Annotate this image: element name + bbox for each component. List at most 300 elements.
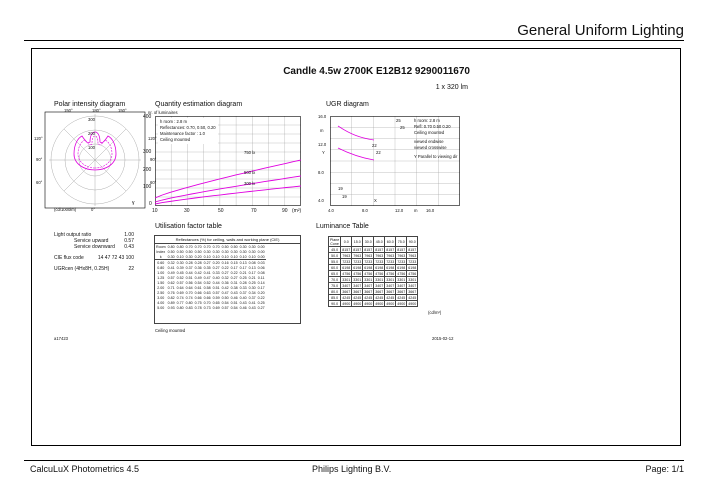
series-label-300: 300 lx [244,181,256,186]
table-cell: 0.50 [221,244,229,249]
series-label-500: 500 lx [244,170,256,175]
table-row [155,244,266,249]
table-cell: 0.65 [212,300,220,305]
table-cell: 0.25 [239,275,247,280]
ugr-ylabel: Y [322,150,325,155]
ugr-xtick-16: 16.0 [426,208,435,213]
table-cell: 8157 [364,247,373,252]
table-cell: 0.70 [203,244,211,249]
table-cell: 3301 [408,277,417,282]
ugr-xlabel: X [374,198,377,203]
table-cell: 0.43 [230,290,238,295]
table-cell: 60.0 [385,237,396,247]
lor-label: Service downward [74,244,115,250]
table-row [155,249,266,254]
table-cell: 0.17 [230,265,238,270]
table-cell: 3667 [408,289,417,294]
table-cell: 7233 [364,259,373,264]
table-cell: 0.30 [167,254,175,259]
table-cell: 0.10 [239,254,247,259]
header-rule [24,40,684,41]
table-cell: k [155,254,167,260]
ugr-legend-mount: Ceiling mounted [414,130,445,135]
table-cell: 0.47 [203,275,211,280]
table-cell: 0.52 [176,275,184,280]
table-cell: 4900 [375,301,384,306]
table-cell: 0.38 [230,285,238,290]
table-cell: 0.32 [221,275,229,280]
ugr-marker-4: 22 [376,150,381,155]
table-cell: 0.54 [230,305,238,310]
table-cell: 7963 [342,253,351,258]
table-cell: 0.28 [239,280,247,285]
series-500lx [155,176,301,202]
table-cell: 0.40 [212,275,220,280]
quantity-params [158,118,218,144]
table-cell: 0.70 [185,244,193,249]
utilisation-table-box [154,235,301,324]
table-cell: 0.66 [194,290,202,295]
table-cell: 4756 [353,271,362,276]
table-cell: 0.49 [167,270,175,275]
ugr-legend [414,118,457,160]
table-cell: 0.00 [257,244,265,249]
table-cell: 4756 [386,271,395,276]
footer-page: Page: 1/1 [645,464,684,474]
table-cell: 30.0 [363,237,374,247]
table-cell: 0.44 [212,280,220,285]
polar-top-label-2: 180° [92,108,101,113]
table-cell: 0.10 [230,254,238,259]
table-cell: 0.15 [230,260,238,265]
table-cell: 0.47 [221,290,229,295]
doc-date: 2015-02-12 [432,336,454,341]
table-cell: 4756 [408,271,417,276]
table-cell: 0.93 [167,305,175,310]
table-cell: 0.75 [194,300,202,305]
table-cell: 0.27 [230,275,238,280]
table-cell: 4756 [364,271,373,276]
table-cell: 0.20 [257,290,265,295]
table-cell: 0.27 [212,265,220,270]
table-cell: 6198 [342,265,351,270]
q-xtick-10: 10 [152,208,158,214]
table-cell: 0.50 [194,249,202,254]
table-cell: 0.28 [185,260,193,265]
table-cell: 0.25 [248,280,256,285]
ugr-legend-endwise: viewed endwise [414,139,444,144]
table-cell: 0.30 [176,260,184,265]
luminance-table [328,236,418,307]
table-cell: 0.41 [203,270,211,275]
table-cell: 0.39 [176,265,184,270]
ugr-ytick-12: 12.0 [318,142,327,147]
table-cell: 4245 [408,295,417,300]
table-cell: 0.42 [221,285,229,290]
lor-value: 22 [128,266,134,272]
table-cell: 0.74 [185,295,193,300]
table-cell: 7963 [397,253,406,258]
polar-ring-label-300: 300 [88,117,95,122]
ugr-side-label: m [320,128,324,133]
polar-ring-label-100: 100 [88,145,95,150]
table-cell: 0.74 [176,295,184,300]
table-cell: 0.36 [221,280,229,285]
table-cell: 0.00 [257,249,265,254]
table-row [155,300,266,305]
table-cell: 4756 [397,271,406,276]
table-cell: 75.0 [329,283,341,289]
table-cell: 0.37 [248,295,256,300]
table-cell: 0.54 [194,280,202,285]
q-xtick-30: 30 [184,208,190,214]
table-cell: 8157 [375,247,384,252]
table-cell: 0.50 [230,244,238,249]
polar-side-label-6: 60° [150,180,157,185]
lor-value: 0.57 [124,238,134,244]
table-cell: 0.80 [176,305,184,310]
table-cell: 0.66 [203,295,211,300]
table-cell: 0.25 [257,300,265,305]
ugr-marker-3: 22 [372,143,377,148]
table-cell: 0.22 [221,265,229,270]
table-cell: 0.50 [221,295,229,300]
table-cell: 7233 [342,259,351,264]
table-cell: 4900 [397,301,406,306]
table-cell: 0.57 [176,280,184,285]
gamma-label: γ [132,200,135,206]
table-cell: 4900 [386,301,395,306]
table-cell: 0.51 [185,275,193,280]
table-cell: 0.10 [248,254,256,259]
table-cell: 0.50 [176,249,184,254]
table-cell: 0.16 [221,260,229,265]
table-cell: 0.17 [257,285,265,290]
table-cell: 55.0 [329,259,341,265]
table-cell: 0.80 [157,265,165,270]
table-cell: 3301 [353,277,362,282]
lor-block [54,232,134,272]
table-cell: 4245 [375,295,384,300]
table-cell: 7233 [408,259,417,264]
table-cell: 8157 [342,247,351,252]
table-cell: 4900 [364,301,373,306]
table-cell: 0.77 [176,300,184,305]
table-cell: 0.59 [212,295,220,300]
polar-ring-label-200: 200 [88,131,95,136]
lor-row [54,244,134,250]
table-cell: 7233 [375,259,384,264]
table-cell: 3407 [386,283,395,288]
table-cell: 0.43 [248,305,256,310]
table-cell: 0.20 [212,260,220,265]
table-cell: 7233 [397,259,406,264]
table-cell: 4756 [342,271,351,276]
table-cell: 0.00 [257,254,265,259]
table-cell: 3407 [397,283,406,288]
q-xtick-90: 90 [282,208,288,214]
table-cell: 0.44 [185,270,193,275]
table-cell: 0.20 [194,254,202,259]
table-cell: 0.10 [212,254,220,259]
ugr-legend-hroom: h room: 2.8 m [414,118,440,123]
table-cell: 50.0 [329,253,341,259]
table-cell: 0.30 [230,249,238,254]
table-cell: 8157 [397,247,406,252]
table-row [155,290,266,295]
table-cell: 4245 [386,295,395,300]
param-hroom: h room : 2.8 m [160,119,187,124]
table-cell: 7233 [386,259,395,264]
table-cell: 0.33 [239,285,247,290]
table-cell: 0.30 [248,249,256,254]
table-cell: 0.60 [157,260,165,265]
table-cell: 0.10 [221,254,229,259]
polar-side-label-5: 60° [36,180,43,185]
table-cell: 0.40 [239,295,247,300]
table-cell: 0.0 [341,237,352,247]
table-cell: 0.32 [167,260,175,265]
table-cell: 4245 [364,295,373,300]
table-cell: 0.08 [257,270,265,275]
table-row [155,295,266,300]
table-cell: 3407 [408,283,417,288]
lor-value: 1.00 [124,232,134,238]
utilisation-title: Utilisation factor table [155,223,222,230]
table-cell: Index [156,249,166,254]
table-cell: 0.37 [239,290,247,295]
table-cell: 0.71 [167,285,175,290]
polar-top-label-1: 150° [64,108,73,113]
lor-label: CIE flux code [54,255,84,261]
table-cell: 80.0 [329,289,341,295]
table-cell: 0.31 [230,280,238,285]
table-cell: 0.03 [257,260,265,265]
table-cell: 0.70 [212,244,220,249]
page-header-title: General Uniform Lighting [517,22,684,39]
table-cell: 3301 [364,277,373,282]
table-cell: 0.13 [239,260,247,265]
table-cell: 0.41 [248,300,256,305]
table-cell: 0.13 [248,265,256,270]
table-cell: 0.62 [167,280,175,285]
polar-side-label-3: 90° [36,157,43,162]
table-cell: 0.37 [185,265,193,270]
table-cell: 3407 [342,283,351,288]
table-cell: 0.80 [185,300,193,305]
table-cell: 6198 [353,265,362,270]
table-cell: 0.43 [239,300,247,305]
lor-label: Service upward [74,238,109,244]
table-cell: 0.36 [194,265,202,270]
table-cell: 0.30 [248,244,256,249]
luminance-table-box [328,236,418,307]
table-row [155,265,266,270]
table-cell: 6198 [364,265,373,270]
table-cell: 0.64 [176,285,184,290]
table-cell: 4245 [342,295,351,300]
table-cell: 0.83 [185,305,193,310]
table-row [155,275,266,280]
ugr-ytick-8: 8.0 [318,170,324,175]
table-cell: 0.80 [167,244,175,249]
lor-label: Light output ratio [54,232,92,238]
table-cell: 1.00 [157,270,165,275]
table-cell: 0.22 [230,270,238,275]
table-cell: 75.0 [396,237,407,247]
ugr-marker-1: 25 [396,118,401,123]
table-cell: 0.78 [194,305,202,310]
series-label-750: 750 lx [244,150,256,155]
ugr-xtick-12: 12.0 [395,208,404,213]
table-cell: 0.64 [185,285,193,290]
q-ytick-0: 0 [149,201,152,207]
polar-diagram [44,106,148,216]
table-cell: 0.46 [230,295,238,300]
footer-left: CalcuLuX Photometrics 4.5 [30,464,140,474]
table-cell: 3301 [342,277,351,282]
table-cell: 90.0 [407,237,418,247]
q-xtick-70: 70 [251,208,257,214]
table-cell: 0.50 [167,249,175,254]
ugr-legend-refl: Refl: 0.70 0.50 0.20 [414,124,451,129]
utilisation-table [155,244,266,310]
table-row [155,305,266,310]
table-cell: 0.41 [167,265,175,270]
table-cell: 0.35 [203,265,211,270]
table-cell: 0.22 [257,295,265,300]
luminous-flux: 1 x 320 lm [435,84,468,91]
ugr-marker-6: 19 [342,194,347,199]
luminance-title: Luminance Table [316,223,369,230]
table-cell: Plane Cone [330,237,340,246]
polar-title: Polar intensity diagram [54,101,126,108]
polar-side-label-1: 120° [34,136,43,141]
polar-bottom-label: 0° [91,207,96,212]
table-cell: 90.0 [329,301,341,307]
table-cell: 0.27 [221,270,229,275]
table-cell: 65.0 [329,271,341,277]
table-cell: 45.0 [374,237,385,247]
table-cell: 4900 [342,301,351,306]
table-cell: 0.58 [203,285,211,290]
table-cell: 0.45 [176,270,184,275]
table-cell: 5.00 [157,305,165,310]
table-cell: 7963 [364,253,373,258]
table-cell: 0.63 [203,290,211,295]
table-cell: 7963 [353,253,362,258]
table-cell: 6198 [375,265,384,270]
table-cell: 60.0 [329,265,341,271]
lor-value: 0.43 [124,244,134,250]
table-cell: 0.70 [185,290,193,295]
table-cell: 0.17 [248,270,256,275]
q-ytick-100: 100 [143,184,152,190]
table-header-row [329,237,418,247]
table-cell: 6198 [386,265,395,270]
table-cell: 1.50 [157,280,165,285]
param-reflectances: Reflectances: 0.70, 0.50, 0.20 [160,125,216,130]
table-cell: Room [156,244,166,249]
table-cell: 0.30 [239,244,247,249]
table-cell: 0.57 [212,290,220,295]
footer-center: Philips Lighting B.V. [312,464,392,474]
table-cell: 15.0 [352,237,363,247]
table-cell: 2.50 [157,290,165,295]
table-cell: 2.00 [157,285,165,290]
lor-label: UGRcen (4Hx8H, 0.25H) [54,266,110,272]
table-cell: 0.69 [212,305,220,310]
table-cell: 3.00 [157,295,165,300]
table-cell: 4245 [397,295,406,300]
table-cell: 0.54 [221,300,229,305]
table-cell: 4245 [353,295,362,300]
table-cell: 0.14 [257,280,265,285]
table-cell: 0.06 [257,265,265,270]
table-cell: 0.30 [221,249,229,254]
q-ytick-300: 300 [143,149,152,155]
table-cell: 7963 [386,253,395,258]
ugr-legend-parallel: Y Parallel to viewing dir [414,154,458,159]
ugr-legend-crosswise: viewed crosswise [414,145,447,150]
table-cell: 3667 [353,289,362,294]
table-cell: 0.52 [203,280,211,285]
table-cell: 0.56 [185,280,193,285]
utilisation-footer: Ceiling mounted [155,328,186,333]
polar-unit: (cd/1000lm) [54,207,77,212]
table-cell: 3667 [386,289,395,294]
q-ytick-400: 400 [143,114,152,120]
table-cell: 0.70 [203,300,211,305]
table-cell: 0.08 [248,260,256,265]
table-cell: 1.25 [157,275,165,280]
table-cell: 4.00 [157,300,165,305]
polar-top-label-3: 150° [118,108,127,113]
table-cell: 0.28 [194,260,202,265]
table-cell: 4900 [353,301,362,306]
table-cell: 0.27 [257,305,265,310]
quantity-title: Quantity estimation diagram [155,101,243,108]
table-cell: 0.30 [203,249,211,254]
table-cell: 0.30 [185,254,193,259]
ugr-marker-5: 19 [338,186,343,191]
table-row [155,270,266,275]
footer-rule [24,460,684,461]
lor-row [54,255,134,261]
table-cell: 0.21 [248,275,256,280]
ugr-ytick-16: 16.0 [318,114,327,119]
table-cell: 8157 [408,247,417,252]
q-xtick-50: 50 [218,208,224,214]
table-cell: 45.0 [329,247,341,253]
table-cell: 0.34 [248,290,256,295]
table-cell: 0.57 [221,305,229,310]
product-title: Candle 4.5w 2700K E12B12 9290011670 [283,66,470,77]
ugr-xtick-8: 8.0 [362,208,368,213]
ugr-marker-2: 25 [400,125,405,130]
table-row [155,260,266,266]
ugr-ytick-4: 4.0 [318,198,324,203]
table-cell: 3667 [375,289,384,294]
table-cell: 0.57 [167,275,175,280]
table-cell: 0.80 [176,244,184,249]
table-cell: 0.69 [176,290,184,295]
series-300lx [155,186,301,204]
q-xunit: (m²) [292,208,302,214]
table-cell: 0.21 [239,270,247,275]
table-cell: 0.30 [248,285,256,290]
table-cell: 0.10 [203,254,211,259]
